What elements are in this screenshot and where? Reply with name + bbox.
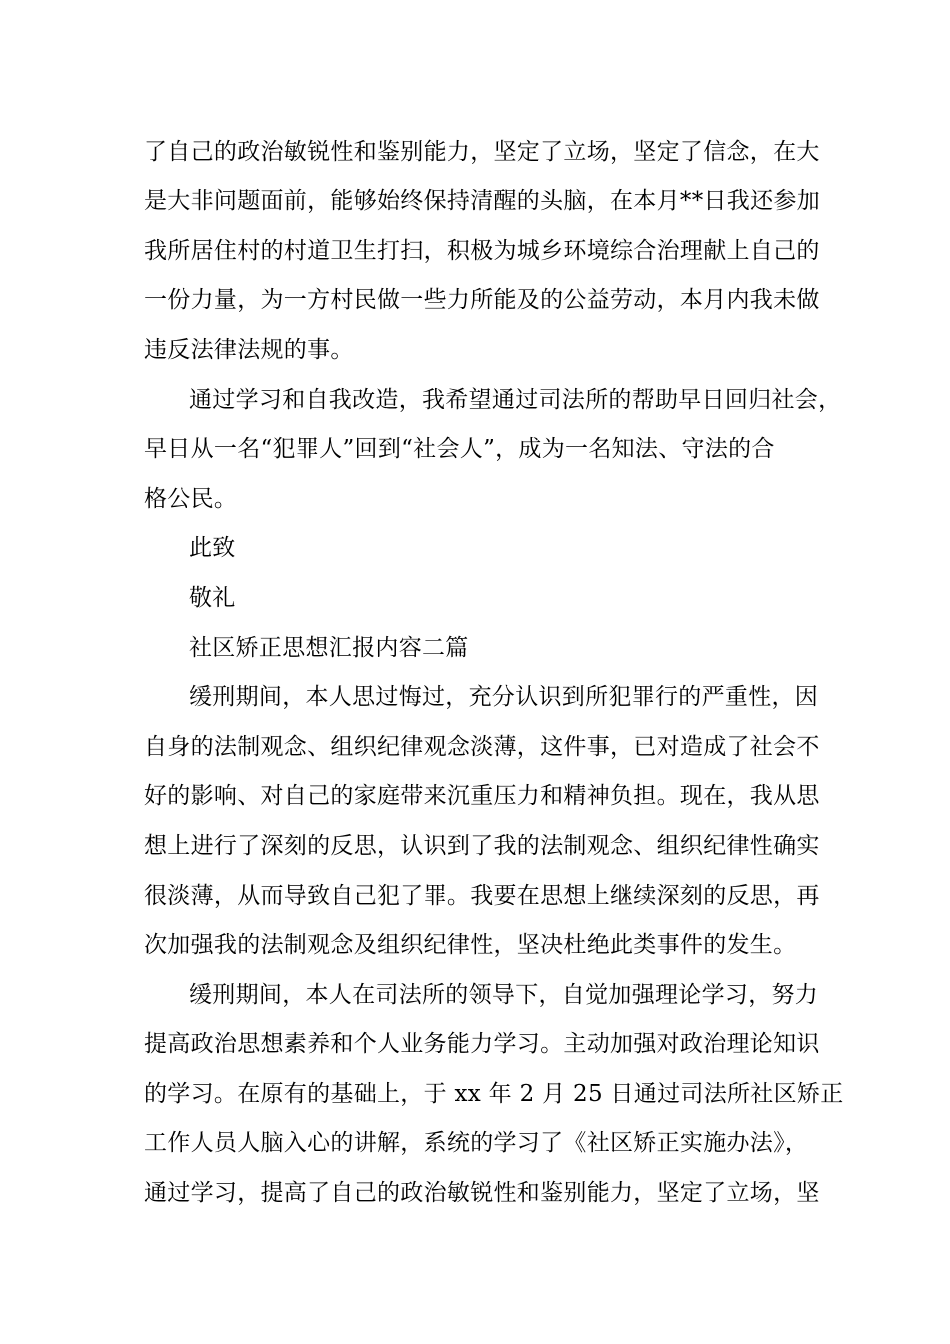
section-heading: 社区矫正思想汇报内容二篇 — [189, 635, 469, 661]
text-line: 自身的法制观念、组织纪律观念淡薄，这件事，已对造成了社会不 — [144, 734, 820, 760]
text-line: 提高政治思想素养和个人业务能力学习。主动加强对政治理论知识 — [144, 1031, 820, 1057]
text-line: 想上进行了深刻的反思，认识到了我的法制观念、组织纪律性确实 — [144, 833, 820, 859]
paragraph-first-line: 缓刑期间，本人思过悔过，充分认识到所犯罪行的严重性，因 — [189, 684, 819, 710]
paragraph-first-line: 通过学习和自我改造，我希望通过司法所的帮助早日回归社会， — [189, 387, 842, 413]
closing-salutation: 此致 — [189, 535, 236, 561]
text-line: 我所居住村的村道卫生打扫，积极为城乡环境综合治理献上自己的 — [144, 238, 820, 264]
text-line: 了自己的政治敏锐性和鉴别能力，坚定了立场，坚定了信念，在大 — [144, 139, 820, 165]
text-line: 工作人员人脑入心的讲解，系统的学习了《社区矫正实施办法》， — [144, 1130, 809, 1156]
text-line: 通过学习，提高了自己的政治敏锐性和鉴别能力，坚定了立场，坚 — [144, 1180, 820, 1206]
text-line: 的学习。在原有的基础上，于 xx 年 2 月 25 日通过司法所社区矫正 — [144, 1081, 844, 1107]
text-line: 一份力量，为一方村民做一些力所能及的公益劳动，本月内我未做 — [144, 287, 820, 313]
text-line: 违反法律法规的事。 — [144, 337, 354, 363]
paragraph-first-line: 缓刑期间，本人在司法所的领导下，自觉加强理论学习，努力 — [189, 982, 819, 1008]
text-line: 很淡薄，从而导致自己犯了罪。我要在思想上继续深刻的反思，再 — [144, 883, 820, 909]
text-line: 格公民。 — [144, 486, 238, 512]
text-line: 次加强我的法制观念及组织纪律性，坚决杜绝此类事件的发生。 — [144, 932, 797, 958]
text-line: 好的影响、对自己的家庭带来沉重压力和精神负担。现在，我从思 — [144, 783, 820, 809]
text-line: 早日从一名“犯罪人”回到“社会人”，成为一名知法、守法的合 — [144, 436, 775, 462]
text-line: 是大非问题面前，能够始终保持清醒的头脑，在本月**日我还参加 — [144, 188, 820, 214]
closing-regards: 敬礼 — [189, 585, 236, 611]
